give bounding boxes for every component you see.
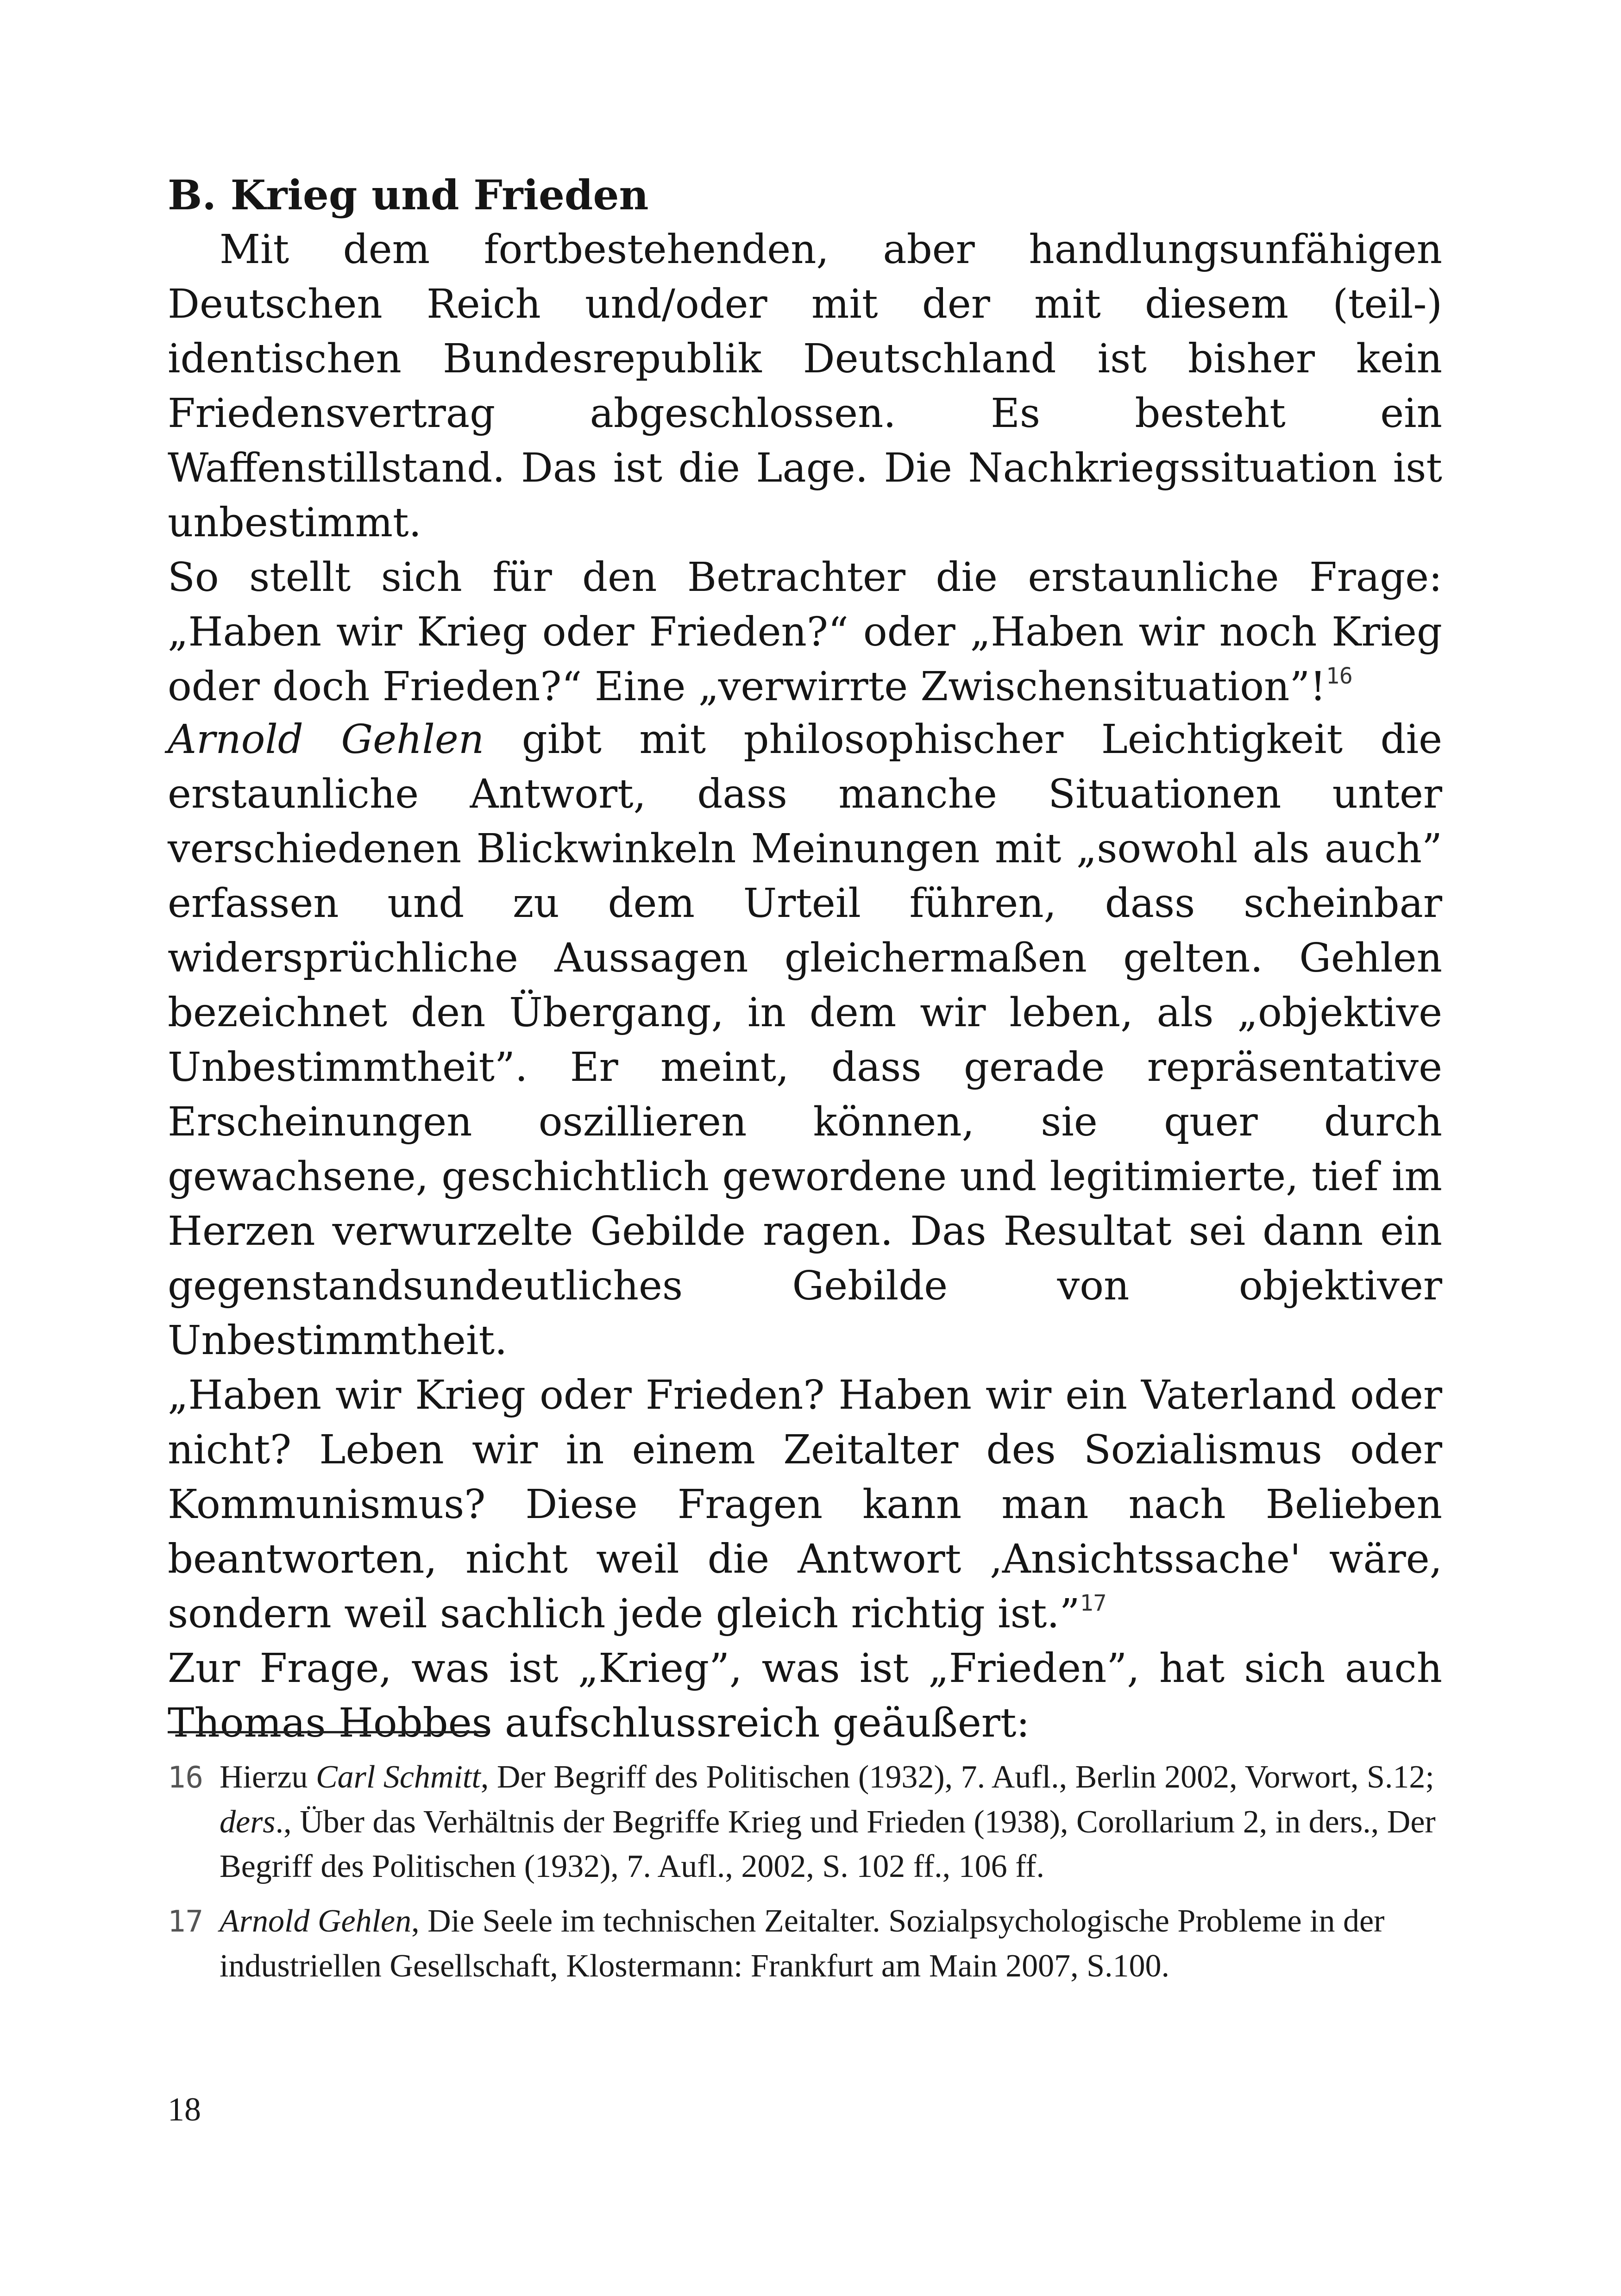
main-text-block-2 bbox=[168, 712, 1442, 1750]
footnote-ref-16[interactable]: 16 bbox=[1326, 663, 1353, 689]
footnote-author: Carl Schmitt bbox=[315, 1759, 481, 1795]
footnote-text: , Die Seele im technischen Zeitalter. Sozialpsychologische Probleme in der industriellen Gesellschaft, Klostermann: Frankfurt am Main 2007, S.100. bbox=[220, 1903, 1385, 1984]
footnotes bbox=[168, 1755, 1446, 1999]
footnote-ref-17[interactable]: 17 bbox=[1080, 1590, 1107, 1616]
paragraph-situation: Mit dem fortbestehenden, aber handlungsunfähigen Deutschen Reich und/oder mit der mit diesem (teil-) identischen Bundesrepublik Deutschland ist bisher kein Friedensvertrag abgeschlossen. Es besteht ein Waffenstillstand. Das ist die Lage. Die Nachkriegssituation ist unbestimmt. bbox=[168, 226, 1442, 546]
footnote-text: , Der Begriff des Politischen (1932), 7. Aufl., Berlin 2002, Vorwort, S.12; bbox=[480, 1759, 1434, 1795]
main-text-block bbox=[168, 222, 1442, 714]
paragraph-question-text: So stellt sich für den Betrachter die erstaunliche Frage: „Haben wir Krieg oder Frieden?“ oder „Haben wir noch Krieg oder doch Frieden?“ Eine „verwirrte Zwischensituation”! bbox=[168, 554, 1442, 710]
page-number: 18 bbox=[168, 2091, 201, 2128]
footnote-number: 17 bbox=[168, 1905, 204, 1939]
footnote-text: ., Über das Verhältnis der Begriffe Krieg und Frieden (1938), Corollarium 2, in ders., Der Begriff des Politischen (1932), 7. Aufl., 2002, S. 102 ff., 106 ff. bbox=[220, 1804, 1436, 1884]
paragraph-quote-text: „Haben wir Krieg oder Frieden? Haben wir ein Vaterland oder nicht? Leben wir in einem Zeitalter des Sozialismus oder Kommunismus? Diese Fragen kann man nach Belieben beantworten, nicht weil die Antwort ‚Ansichtssache' wäre, sondern weil sachlich jede gleich richtig ist.” bbox=[168, 1372, 1442, 1637]
footnote-number: 16 bbox=[168, 1761, 204, 1795]
footnote-author: Arnold Gehlen bbox=[220, 1903, 412, 1939]
paragraph-gehlen-text: gibt mit philosophischer Leichtigkeit die erstaunliche Antwort, dass manche Situationen unter verschiedenen Blickwinkeln Meinungen mit „sowohl als auch” erfassen und zu dem Urteil führen, dass scheinbar widersprüchliche Aussagen gleichermaßen gelten. Gehlen bezeichnet den Übergang, in dem wir leben, als „objektive Unbestimmtheit”. Er meint, dass gerade repräsentative Erscheinungen oszillieren können, sie quer durch gewachsene, geschichtlich gewordene und legitimierte, tief im Herzen verwurzelte Gebilde ragen. Das Resultat sei dann ein gegenstandsundeutliches Gebilde von objektiver Unbestimmtheit. bbox=[168, 716, 1443, 1364]
author-name: Arnold Gehlen bbox=[168, 716, 484, 763]
section-heading: B. Krieg und Frieden bbox=[168, 171, 649, 219]
paragraph-question bbox=[168, 550, 1442, 714]
footnote-author: ders bbox=[220, 1804, 276, 1840]
footnote-16 bbox=[168, 1755, 1446, 1889]
footnote-text: Hierzu bbox=[220, 1759, 316, 1795]
paragraph-hobbes: Zur Frage, was ist „Krieg”, was ist „Frieden”, hat sich auch Thomas Hobbes aufschlussreich geäußert: bbox=[168, 1645, 1442, 1746]
paragraph-gehlen bbox=[168, 712, 1442, 1368]
footnote-17 bbox=[168, 1899, 1446, 1989]
footnote-divider bbox=[168, 1731, 487, 1733]
paragraph-quote bbox=[168, 1368, 1442, 1641]
